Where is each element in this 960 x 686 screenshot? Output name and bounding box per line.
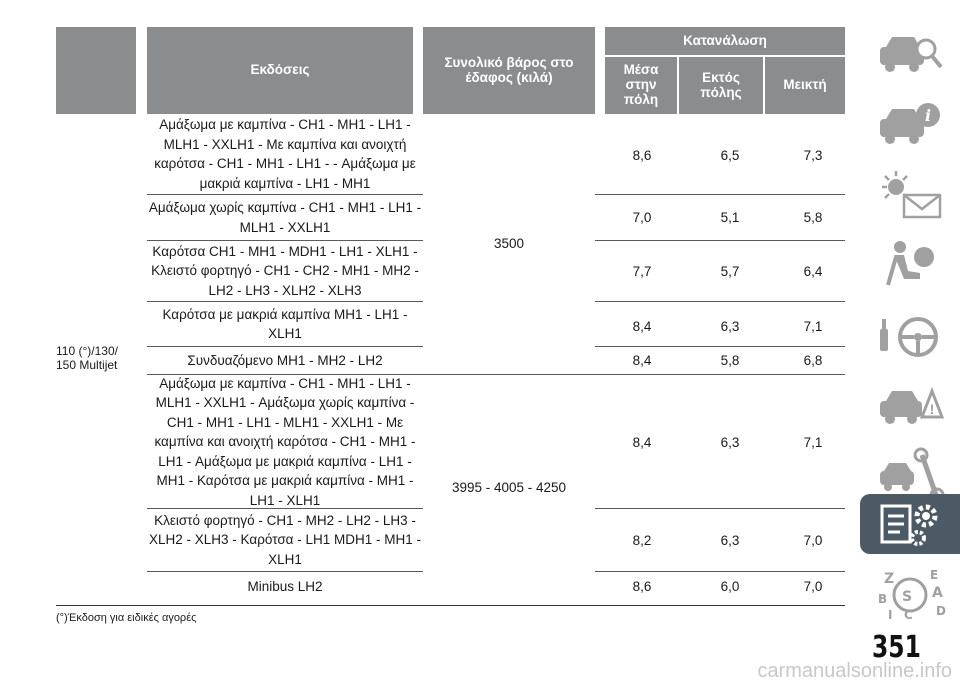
watermark: carmanualsonline.info	[757, 660, 952, 682]
combined-row-8: 7,0	[803, 579, 823, 594]
combined-row-4: 7,1	[803, 319, 823, 334]
row-divider	[595, 194, 845, 195]
version-row-5: Συνδυαζόμενο MH1 - MH2 - LH2	[187, 352, 383, 368]
row-divider	[595, 508, 845, 509]
svg-text:C: C	[904, 608, 913, 621]
version-row-1: Αμάξωμα με καμπίνα - CH1 - MH1 - LH1 - MLH1 - XXLH1 - Με καμπίνα και ανοιχτή καρότσα - CH1 - MH1 - LH1 - - Αμάξωμα με μακριά καμπίνα - LH1 - MH1	[154, 117, 416, 191]
car-info-icon	[874, 97, 946, 153]
sidebar-tab-steering[interactable]	[860, 302, 960, 368]
car-search-icon	[874, 27, 946, 83]
version-row-4: Καρότσα με μακριά καμπίνα MH1 - LH1 - XLH1	[162, 306, 408, 341]
extra-row-1: 6,5	[720, 148, 740, 163]
header-weight: Συνολικό βάρος στο έδαφος (κιλά)	[423, 27, 595, 114]
svg-text:D: D	[936, 604, 946, 618]
svg-text:E: E	[930, 568, 939, 582]
combined-row-6: 7,1	[803, 435, 823, 450]
svg-text:i: i	[924, 106, 932, 125]
header-blank-1	[56, 27, 136, 114]
header-consumption: Κατανάλωση	[605, 27, 845, 55]
alphabet-index-icon	[874, 565, 946, 621]
svg-text:I: I	[888, 608, 893, 621]
version-row-2: Αμάξωμα χωρίς καμπίνα - CH1 - MH1 - LH1 - MLH1 - XXLH1	[148, 200, 422, 235]
sidebar-tab-emergency[interactable]	[860, 372, 960, 438]
header-combined: Μεικτή	[765, 57, 845, 114]
svg-text:A: A	[932, 585, 943, 601]
sidebar-tab-car-search[interactable]	[860, 22, 960, 88]
car-crash-icon	[874, 377, 946, 433]
extra-row-3: 5,7	[720, 264, 740, 279]
urban-row-5: 8,4	[632, 353, 652, 368]
engine-label: 110 (°)/130/ 150 Multijet	[56, 344, 118, 372]
header-versions: Εκδόσεις	[147, 27, 413, 114]
urban-row-2: 7,0	[632, 210, 652, 225]
row-divider	[595, 301, 845, 302]
steering-wheel-icon	[874, 307, 946, 363]
row-divider	[595, 346, 845, 347]
header-urban: Μέσα στην πόλη	[605, 57, 677, 114]
urban-row-7: 8,2	[632, 533, 652, 548]
page-number: 351	[872, 630, 921, 665]
version-row-6: Αμάξωμα με καμπίνα - CH1 - MH1 - LH1 - MLH1 - XXLH1 - Αμάξωμα χωρίς καμπίνα - CH1 - MH1 - LH1 - MLH1 - XXLH1 - Με καμπίνα και ανοιχτή καρότσα - CH1 - MH1 - LH1 - Αμάξωμα με μακριά καμπίνα - LH1 - MH1 - Καρότσα με μακριά καμπίνα - MH1 - LH1 - XLH1	[154, 375, 416, 508]
combined-row-2: 5,8	[803, 210, 823, 225]
extra-row-8: 6,0	[720, 579, 740, 594]
combined-row-5: 6,8	[803, 353, 823, 368]
row-divider	[147, 508, 423, 509]
version-row-8: Minibus LH2	[247, 579, 323, 595]
version-row-3: Καρότσα CH1 - MH1 - MDH1 - LH1 - XLH1 - Κλειστό φορτηγό - CH1 - CH2 - MH1 - MH2 - LH2 - LH3 - XLH2 - XLH3	[151, 243, 419, 298]
sidebar-tab-car-info[interactable]	[860, 92, 960, 158]
extra-row-4: 6,3	[720, 319, 740, 334]
svg-text:!: !	[929, 401, 935, 417]
sidebar-tab-airbag[interactable]	[860, 232, 960, 298]
weight-group-1: 3500	[493, 236, 525, 252]
combined-row-1: 7,3	[803, 148, 823, 163]
urban-row-6: 8,4	[632, 435, 652, 450]
urban-row-8: 8,6	[632, 579, 652, 594]
extra-row-6: 6,3	[720, 435, 740, 450]
sidebar-tab-specs[interactable]	[860, 494, 960, 554]
extra-row-2: 5,1	[720, 210, 740, 225]
svg-text:S: S	[902, 589, 913, 605]
row-divider	[595, 240, 845, 241]
sidebar-tab-index[interactable]	[860, 560, 960, 626]
specs-gear-icon	[874, 496, 946, 552]
urban-row-1: 8,6	[632, 148, 652, 163]
svg-text:B: B	[878, 592, 888, 606]
weight-group-2: 3995 - 4005 - 4250	[451, 480, 567, 496]
combined-row-7: 7,0	[803, 533, 823, 548]
version-row-7: Κλειστό φορτηγό - CH1 - MH2 - LH2 - LH3 -XLH2 - XLH3 - Καρότσα - LH1 MDH1 - MH1 -XLH1	[149, 512, 421, 567]
row-divider	[595, 571, 845, 572]
svg-text:Z: Z	[884, 571, 895, 587]
extra-row-7: 6,3	[720, 533, 740, 548]
urban-row-4: 8,4	[632, 319, 652, 334]
airbag-person-icon	[874, 237, 946, 293]
table-bottom-border	[56, 605, 845, 606]
combined-row-3: 6,4	[803, 264, 823, 279]
warning-light-mail-icon	[874, 167, 946, 223]
urban-row-3: 7,7	[632, 264, 652, 279]
footnote: (°)Έκδοση για ειδικές αγορές	[56, 612, 197, 624]
extra-row-5: 5,8	[720, 353, 740, 368]
header-extra-urban: Εκτός πόλης	[679, 57, 763, 114]
sidebar-tab-warning-lights[interactable]	[860, 162, 960, 228]
